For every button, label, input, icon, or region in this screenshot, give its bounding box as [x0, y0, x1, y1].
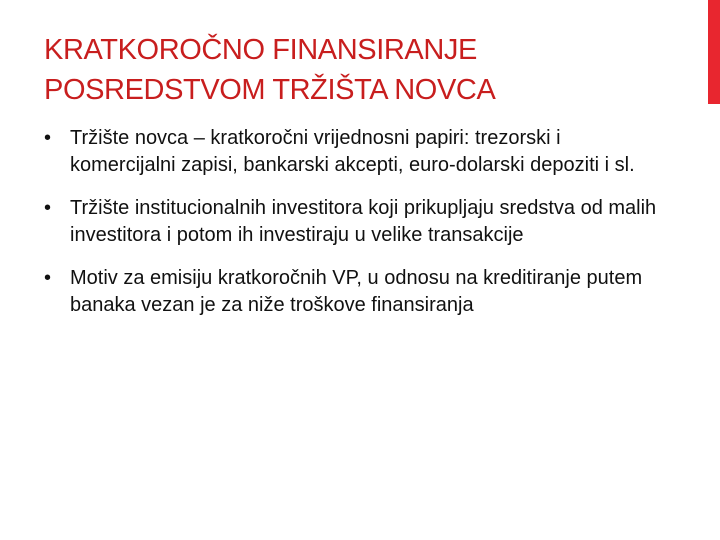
- bullet-text: Tržište novca – kratkoročni vrijednosni papiri: trezorski i komercijalni zapisi, bankarski akcepti, euro-dolarski depoziti i sl.: [70, 127, 635, 176]
- slide-title: [44, 30, 684, 110]
- bullet-text: Motiv za emisiju kratkoročnih VP, u odnosu na kreditiranje putem banaka vezan je za niže troškove finansiranja: [70, 267, 643, 316]
- title-line-1: KRATKOROČNO FINANSIRANJE: [44, 34, 477, 66]
- bullet-marker: •: [44, 267, 52, 289]
- accent-bar: [708, 0, 720, 104]
- bullet-item: [44, 195, 664, 249]
- title-line-2: POSREDSTVOM TRŽIŠTA NOVCA: [44, 74, 496, 106]
- bullet-item: [44, 265, 664, 319]
- bullet-list: [44, 125, 664, 335]
- bullet-item: [44, 125, 664, 179]
- bullet-marker: •: [44, 127, 52, 149]
- bullet-marker: •: [44, 197, 52, 219]
- bullet-text: Tržište institucionalnih investitora koji prikupljaju sredstva od malih investitora i potom ih investiraju u velike transakcije: [70, 197, 657, 246]
